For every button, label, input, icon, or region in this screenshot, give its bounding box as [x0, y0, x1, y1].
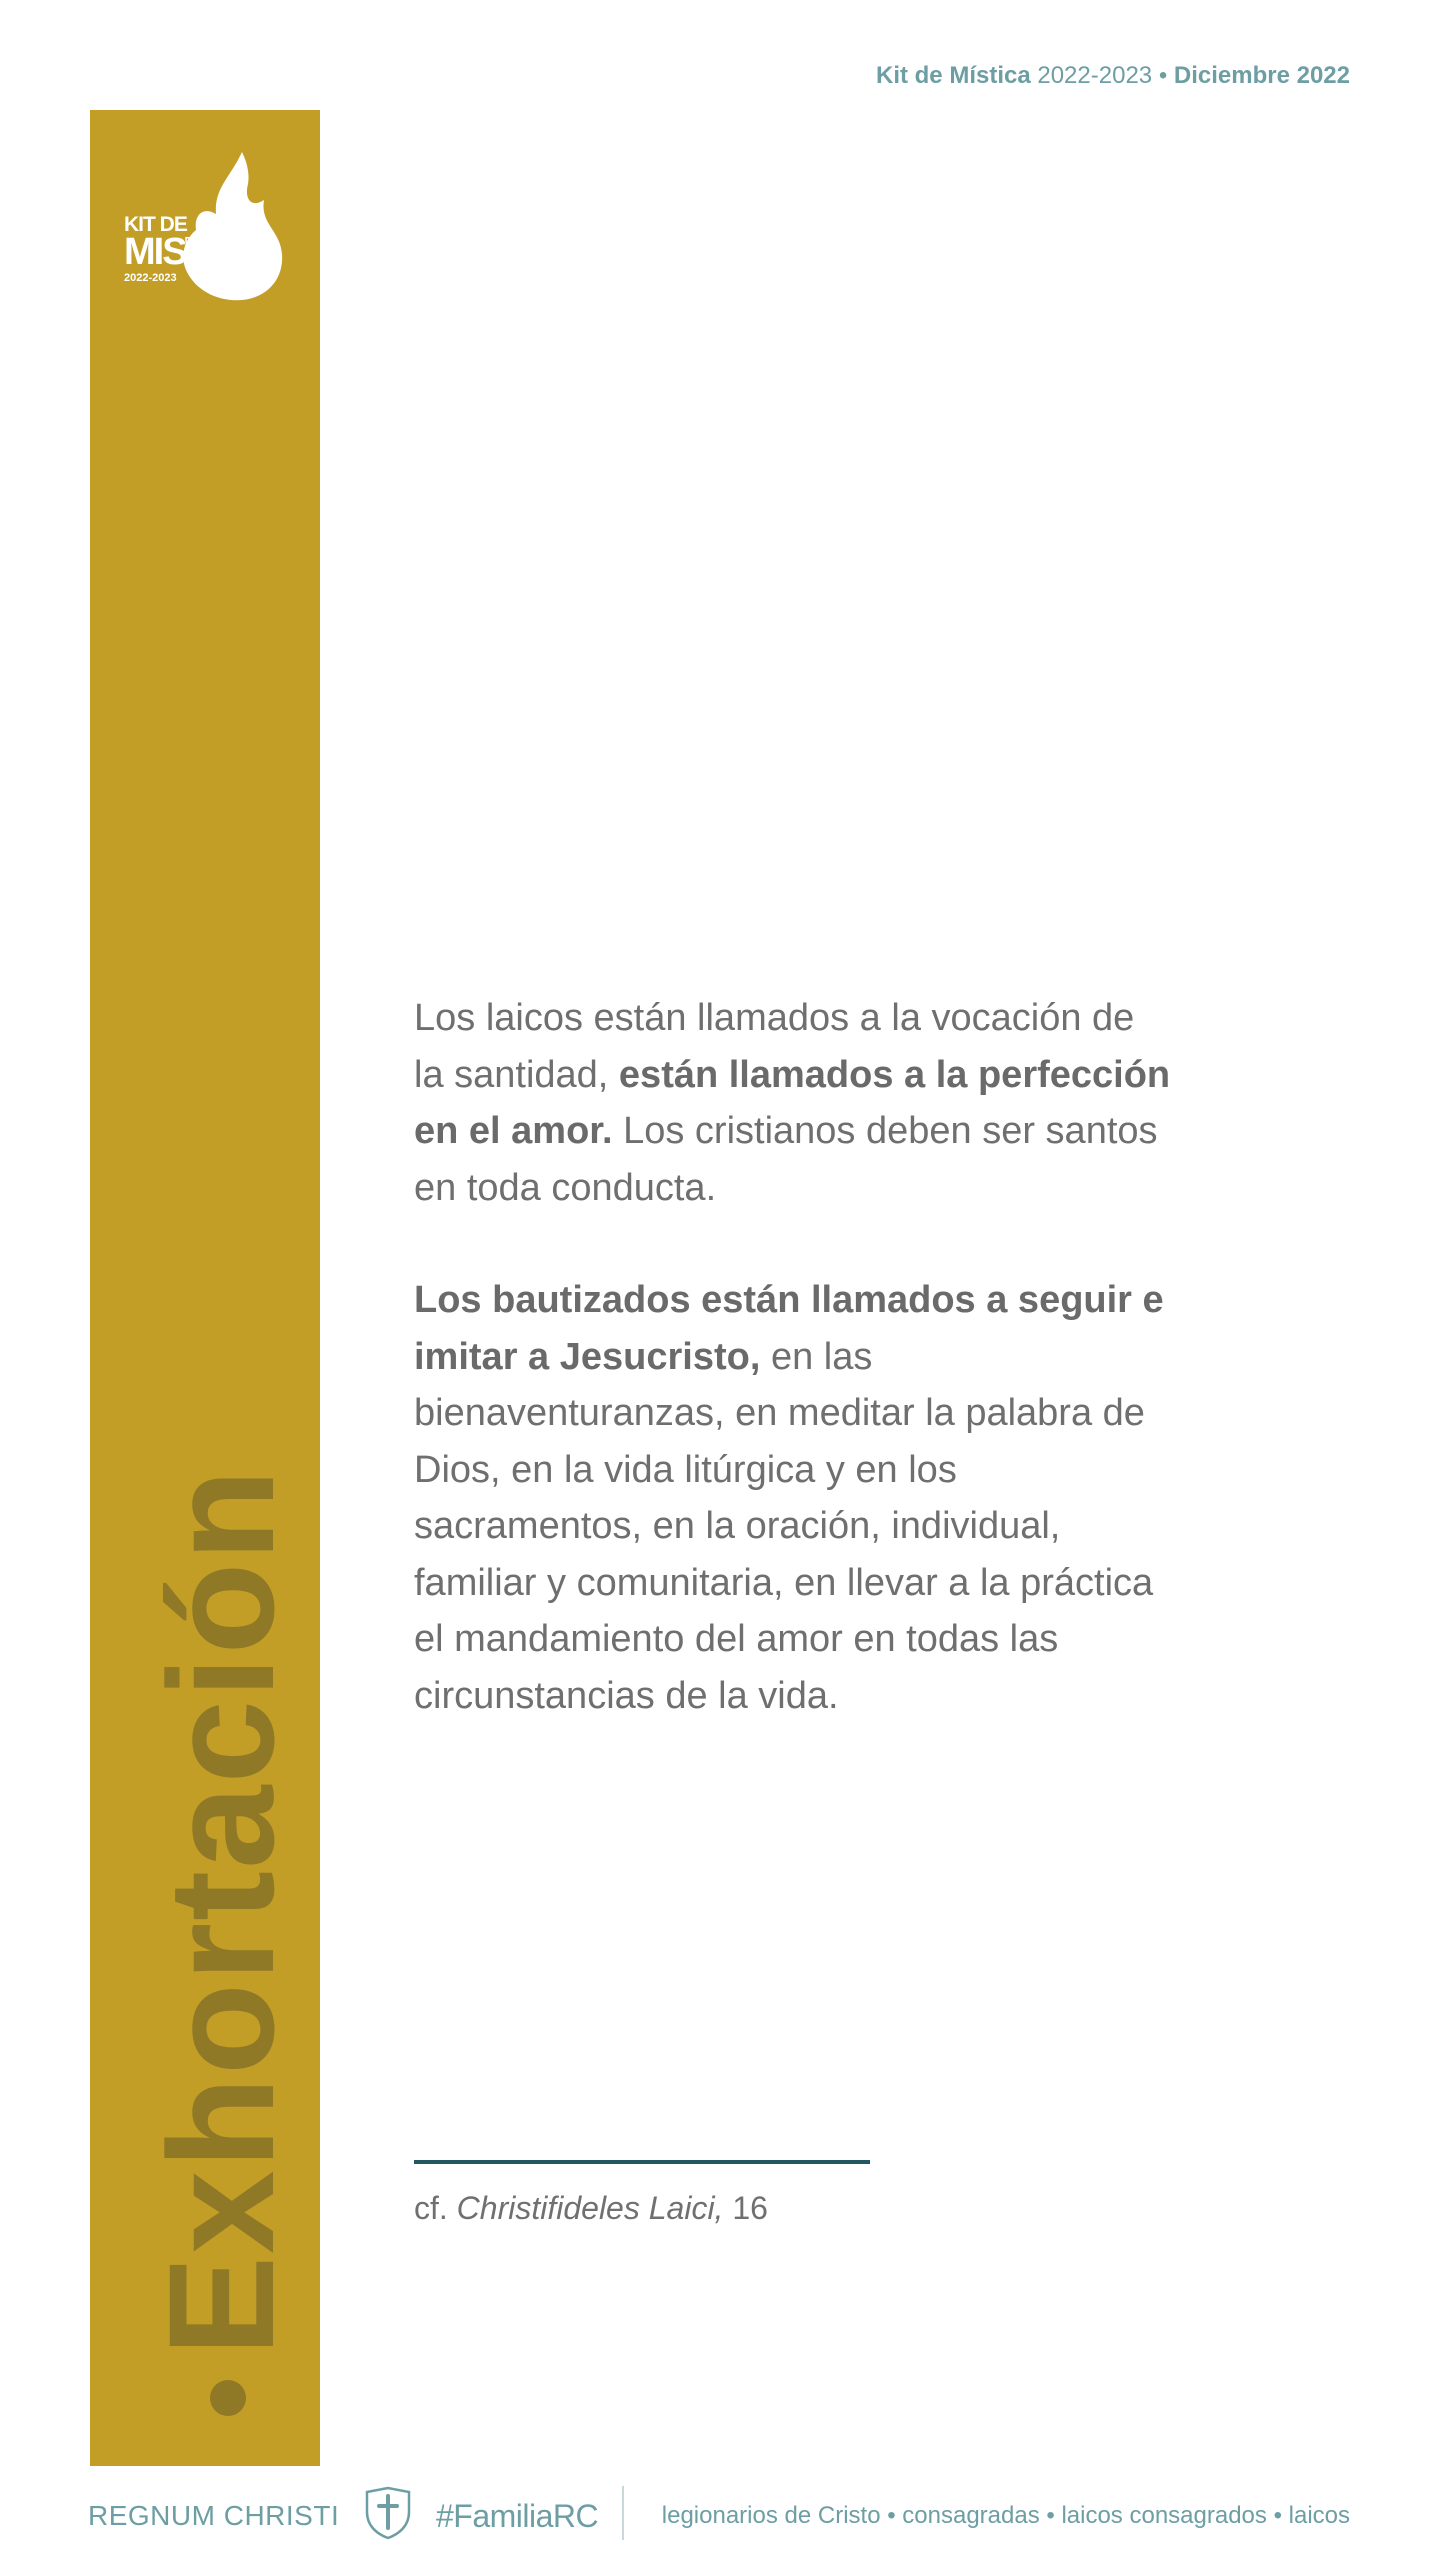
- footer-hashtag: #FamiliaRC: [436, 2498, 599, 2534]
- exhortation-body: [414, 990, 1174, 1724]
- logo-line-2-filled: MIS: [124, 231, 186, 273]
- logo-wordmark: [124, 214, 266, 284]
- reference-divider: [414, 2160, 870, 2164]
- header-kit-name: Kit de Mística: [875, 62, 1031, 89]
- header-month: Diciembre 2022: [1173, 62, 1350, 89]
- p1-text-2: Los cristianos deben ser santos en toda conducta.: [414, 1110, 1158, 1209]
- side-band: [90, 110, 320, 2466]
- citation-prefix: cf.: [414, 2190, 457, 2226]
- logo-line-2: [124, 233, 266, 271]
- header-years: 2022-2023: [1037, 62, 1153, 89]
- bullet-dot-icon: [210, 2380, 246, 2416]
- cross-shield-icon: [363, 2486, 413, 2540]
- citation: [414, 2190, 768, 2227]
- kit-de-mistica-logo: [124, 144, 284, 304]
- paragraph-1: [414, 990, 1174, 1216]
- logo-years: 2022-2023: [124, 272, 177, 284]
- p2-text-1: en las bienaventuranzas, en meditar la palabra de Dios, en la vida litúrgica y en los sacramentos, en la oración, individual, familiar y comunitaria, en llevar a la práctica el mandamiento del amor en todas las circunstancias de la vida.: [414, 1335, 1154, 1717]
- citation-number: 16: [723, 2190, 768, 2226]
- page-header: [876, 62, 1350, 90]
- p2-bold-1: Los bautizados están llamados a seguir e imitar a Jesucristo,: [414, 1279, 1164, 1378]
- footer-divider: [622, 2486, 624, 2540]
- p1-bold-1: están llamados a la perfección en el amor.: [414, 1053, 1171, 1152]
- section-title-text: Exhortación: [137, 1467, 305, 2356]
- logo-line-2-outline: TICA: [185, 231, 267, 273]
- p1-text-1: Los laicos están llamados a la vocación de la santidad,: [414, 997, 1135, 1096]
- page-footer: [0, 2486, 1440, 2538]
- footer-brand: REGNUM CHRISTI: [88, 2500, 340, 2531]
- paragraph-2: [414, 1272, 1174, 1724]
- header-separator: •: [1158, 62, 1168, 89]
- citation-source: Christifideles Laici,: [456, 2190, 724, 2226]
- logo-line-1: KIT DE: [124, 213, 187, 236]
- section-title: [135, 1467, 308, 2416]
- footer-branches: legionarios de Cristo • consagradas • laicos consagrados • laicos: [661, 2502, 1350, 2529]
